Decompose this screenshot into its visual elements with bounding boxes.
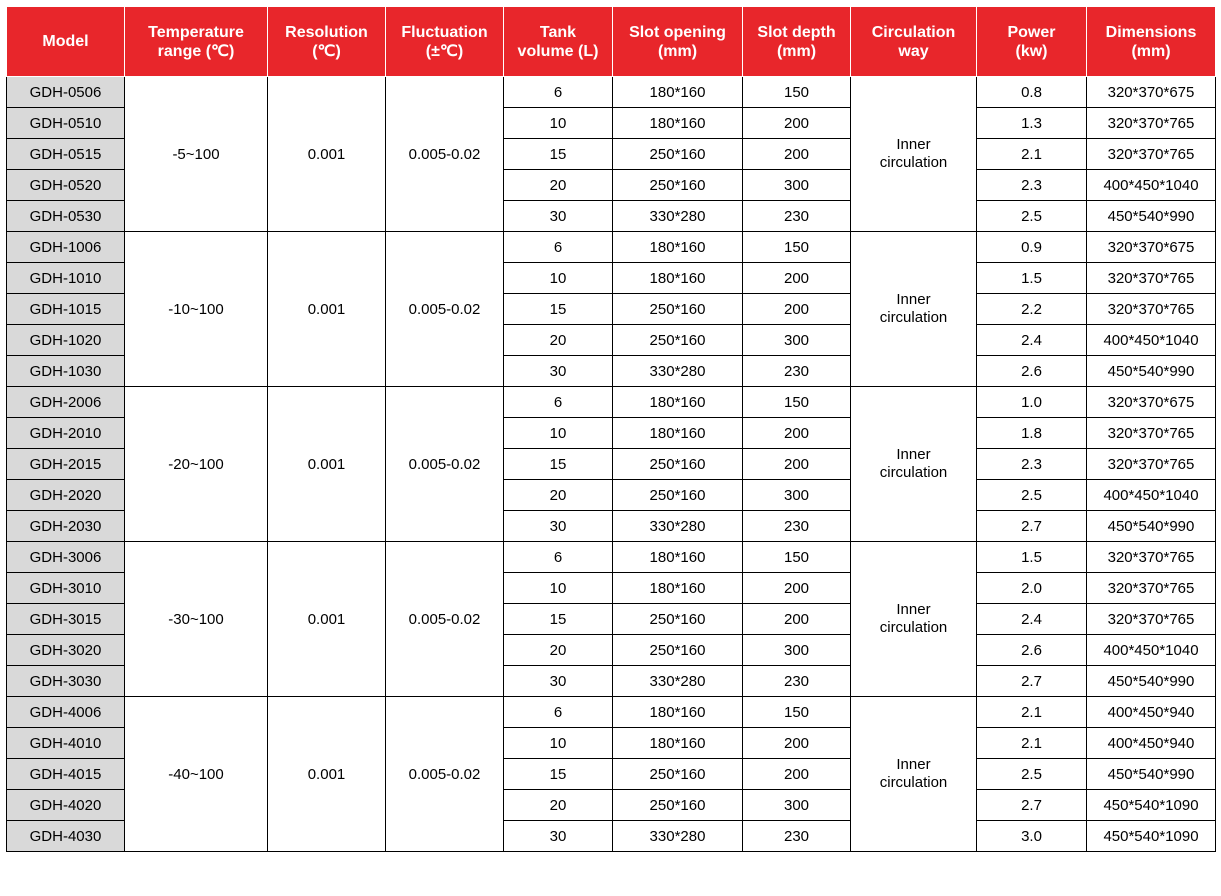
- slot-depth-cell: 200: [743, 573, 851, 604]
- resolution-cell: 0.001: [268, 77, 386, 232]
- slot-depth-cell: 200: [743, 139, 851, 170]
- header-line: Temperature: [148, 23, 244, 41]
- slot-opening-cell: 180*160: [613, 108, 743, 139]
- slot-opening-cell: 180*160: [613, 232, 743, 263]
- slot-opening-cell: 250*160: [613, 294, 743, 325]
- tank-volume-cell: 15: [504, 759, 613, 790]
- fluctuation-cell: 0.005-0.02: [386, 232, 504, 387]
- header-row: [7, 7, 1216, 77]
- slot-depth-cell: 200: [743, 108, 851, 139]
- slot-depth-cell: 200: [743, 449, 851, 480]
- slot-depth-cell: 300: [743, 480, 851, 511]
- power-cell: 2.4: [977, 604, 1087, 635]
- circulation-way-cell: [851, 697, 977, 852]
- model-cell: GDH-3010: [7, 573, 125, 604]
- tank-volume-cell: 6: [504, 77, 613, 108]
- model-cell: GDH-4030: [7, 821, 125, 852]
- dimensions-cell: 320*370*765: [1087, 263, 1216, 294]
- model-cell: GDH-1015: [7, 294, 125, 325]
- power-cell: 1.3: [977, 108, 1087, 139]
- slot-depth-cell: 230: [743, 511, 851, 542]
- header-line: volume (L): [517, 42, 599, 60]
- dimensions-cell: 450*540*990: [1087, 356, 1216, 387]
- resolution-cell: 0.001: [268, 697, 386, 852]
- tank-volume-cell: 6: [504, 232, 613, 263]
- tank-volume-cell: 30: [504, 821, 613, 852]
- power-cell: 0.9: [977, 232, 1087, 263]
- power-cell: 1.5: [977, 263, 1087, 294]
- slot-depth-cell: 230: [743, 821, 851, 852]
- header-tank-volume: [504, 7, 613, 77]
- dimensions-cell: 320*370*765: [1087, 573, 1216, 604]
- model-cell: GDH-3030: [7, 666, 125, 697]
- header-line: Power: [1007, 23, 1056, 41]
- circulation-line: circulation: [879, 464, 948, 481]
- slot-opening-cell: 180*160: [613, 728, 743, 759]
- dimensions-cell: 400*450*940: [1087, 697, 1216, 728]
- power-cell: 1.0: [977, 387, 1087, 418]
- circulation-way-cell: [851, 387, 977, 542]
- header-line: Circulation: [871, 23, 956, 41]
- header-line: (kw): [1015, 42, 1048, 60]
- model-cell: GDH-1006: [7, 232, 125, 263]
- tank-volume-cell: 10: [504, 728, 613, 759]
- slot-opening-cell: 250*160: [613, 635, 743, 666]
- model-cell: GDH-2030: [7, 511, 125, 542]
- tank-volume-cell: 20: [504, 480, 613, 511]
- slot-opening-cell: 250*160: [613, 325, 743, 356]
- circulation-way-cell: [851, 542, 977, 697]
- slot-depth-cell: 150: [743, 387, 851, 418]
- power-cell: 2.4: [977, 325, 1087, 356]
- slot-opening-cell: 250*160: [613, 449, 743, 480]
- dimensions-cell: 320*370*765: [1087, 542, 1216, 573]
- table-row: [7, 697, 1216, 728]
- power-cell: 0.8: [977, 77, 1087, 108]
- resolution-cell: 0.001: [268, 542, 386, 697]
- power-cell: 1.5: [977, 542, 1087, 573]
- slot-opening-cell: 180*160: [613, 263, 743, 294]
- slot-depth-cell: 300: [743, 325, 851, 356]
- power-cell: 2.5: [977, 759, 1087, 790]
- spec-body: [7, 77, 1216, 852]
- slot-depth-cell: 300: [743, 170, 851, 201]
- fluctuation-cell: 0.005-0.02: [386, 77, 504, 232]
- power-cell: 2.6: [977, 356, 1087, 387]
- slot-depth-cell: 200: [743, 604, 851, 635]
- temperature-range-cell: -5~100: [125, 77, 268, 232]
- model-cell: GDH-4006: [7, 697, 125, 728]
- model-cell: GDH-1020: [7, 325, 125, 356]
- tank-volume-cell: 30: [504, 201, 613, 232]
- header-line: (℃): [312, 42, 341, 60]
- slot-opening-cell: 180*160: [613, 573, 743, 604]
- resolution-cell: 0.001: [268, 232, 386, 387]
- model-cell: GDH-0520: [7, 170, 125, 201]
- temperature-range-cell: -10~100: [125, 232, 268, 387]
- circulation-line: Inner: [896, 756, 931, 773]
- slot-opening-cell: 180*160: [613, 387, 743, 418]
- model-cell: GDH-2010: [7, 418, 125, 449]
- tank-volume-cell: 6: [504, 387, 613, 418]
- circulation-line: Inner: [896, 291, 931, 308]
- slot-opening-cell: 180*160: [613, 697, 743, 728]
- header-model: [7, 7, 125, 77]
- header-line: Tank: [539, 23, 577, 41]
- slot-depth-cell: 230: [743, 201, 851, 232]
- dimensions-cell: 320*370*765: [1087, 294, 1216, 325]
- circulation-way-cell: [851, 77, 977, 232]
- dimensions-cell: 450*540*990: [1087, 201, 1216, 232]
- model-cell: GDH-3006: [7, 542, 125, 573]
- header-line: (mm): [657, 42, 698, 60]
- slot-depth-cell: 200: [743, 263, 851, 294]
- temperature-range-cell: -20~100: [125, 387, 268, 542]
- tank-volume-cell: 10: [504, 573, 613, 604]
- model-cell: GDH-4010: [7, 728, 125, 759]
- slot-opening-cell: 180*160: [613, 77, 743, 108]
- spec-table: [6, 6, 1216, 852]
- circulation-line: circulation: [879, 619, 948, 636]
- slot-opening-cell: 250*160: [613, 170, 743, 201]
- tank-volume-cell: 15: [504, 294, 613, 325]
- dimensions-cell: 450*540*990: [1087, 666, 1216, 697]
- model-cell: GDH-3015: [7, 604, 125, 635]
- model-cell: GDH-2006: [7, 387, 125, 418]
- model-cell: GDH-4015: [7, 759, 125, 790]
- power-cell: 2.6: [977, 635, 1087, 666]
- dimensions-cell: 400*450*1040: [1087, 170, 1216, 201]
- tank-volume-cell: 6: [504, 542, 613, 573]
- header-line: (±℃): [425, 42, 464, 60]
- slot-opening-cell: 330*280: [613, 511, 743, 542]
- resolution-cell: 0.001: [268, 387, 386, 542]
- model-cell: GDH-3020: [7, 635, 125, 666]
- slot-opening-cell: 250*160: [613, 604, 743, 635]
- slot-depth-cell: 150: [743, 697, 851, 728]
- header-line: (mm): [1131, 42, 1171, 60]
- power-cell: 2.1: [977, 139, 1087, 170]
- power-cell: 1.8: [977, 418, 1087, 449]
- power-cell: 2.5: [977, 201, 1087, 232]
- tank-volume-cell: 30: [504, 666, 613, 697]
- tank-volume-cell: 15: [504, 604, 613, 635]
- dimensions-cell: 320*370*675: [1087, 232, 1216, 263]
- model-cell: GDH-1010: [7, 263, 125, 294]
- tank-volume-cell: 30: [504, 511, 613, 542]
- slot-depth-cell: 150: [743, 542, 851, 573]
- slot-depth-cell: 200: [743, 294, 851, 325]
- dimensions-cell: 450*540*1090: [1087, 790, 1216, 821]
- header-line: Dimensions: [1105, 23, 1197, 41]
- slot-depth-cell: 200: [743, 418, 851, 449]
- power-cell: 2.3: [977, 449, 1087, 480]
- temperature-range-cell: -30~100: [125, 542, 268, 697]
- dimensions-cell: 450*540*990: [1087, 759, 1216, 790]
- dimensions-cell: 320*370*765: [1087, 139, 1216, 170]
- model-cell: GDH-4020: [7, 790, 125, 821]
- dimensions-cell: 320*370*765: [1087, 418, 1216, 449]
- power-cell: 2.7: [977, 666, 1087, 697]
- header-circulation-way: [851, 7, 977, 77]
- tank-volume-cell: 10: [504, 108, 613, 139]
- power-cell: 2.2: [977, 294, 1087, 325]
- dimensions-cell: 320*370*675: [1087, 77, 1216, 108]
- header-fluctuation: [386, 7, 504, 77]
- header-slot-depth: [743, 7, 851, 77]
- tank-volume-cell: 10: [504, 263, 613, 294]
- power-cell: 2.3: [977, 170, 1087, 201]
- circulation-line: Inner: [896, 446, 931, 463]
- dimensions-cell: 450*540*1090: [1087, 821, 1216, 852]
- header-resolution: [268, 7, 386, 77]
- tank-volume-cell: 15: [504, 139, 613, 170]
- circulation-line: Inner: [896, 136, 931, 153]
- header-line: Resolution: [285, 23, 368, 41]
- table-row: [7, 232, 1216, 263]
- header-line: Fluctuation: [401, 23, 488, 41]
- dimensions-cell: 320*370*765: [1087, 604, 1216, 635]
- dimensions-cell: 400*450*940: [1087, 728, 1216, 759]
- model-cell: GDH-0510: [7, 108, 125, 139]
- power-cell: 2.7: [977, 790, 1087, 821]
- slot-depth-cell: 230: [743, 356, 851, 387]
- slot-opening-cell: 330*280: [613, 666, 743, 697]
- circulation-line: Inner: [896, 601, 931, 618]
- power-cell: 2.0: [977, 573, 1087, 604]
- slot-opening-cell: 180*160: [613, 418, 743, 449]
- power-cell: 2.1: [977, 697, 1087, 728]
- header-line: (mm): [776, 42, 817, 60]
- header-line: way: [898, 42, 929, 60]
- slot-opening-cell: 250*160: [613, 759, 743, 790]
- tank-volume-cell: 15: [504, 449, 613, 480]
- model-cell: GDH-0515: [7, 139, 125, 170]
- dimensions-cell: 400*450*1040: [1087, 480, 1216, 511]
- header-line: range (℃): [157, 42, 235, 60]
- header-line: Slot opening: [629, 23, 726, 41]
- dimensions-cell: 320*370*765: [1087, 449, 1216, 480]
- header-dimensions: [1087, 7, 1216, 77]
- dimensions-cell: 400*450*1040: [1087, 325, 1216, 356]
- slot-opening-cell: 330*280: [613, 821, 743, 852]
- dimensions-cell: 400*450*1040: [1087, 635, 1216, 666]
- circulation-line: circulation: [879, 154, 948, 171]
- slot-opening-cell: 250*160: [613, 790, 743, 821]
- power-cell: 2.7: [977, 511, 1087, 542]
- header-line: Slot depth: [757, 23, 836, 41]
- fluctuation-cell: 0.005-0.02: [386, 387, 504, 542]
- table-row: [7, 387, 1216, 418]
- slot-opening-cell: 180*160: [613, 542, 743, 573]
- slot-depth-cell: 150: [743, 232, 851, 263]
- dimensions-cell: 320*370*675: [1087, 387, 1216, 418]
- slot-depth-cell: 300: [743, 635, 851, 666]
- tank-volume-cell: 20: [504, 170, 613, 201]
- fluctuation-cell: 0.005-0.02: [386, 697, 504, 852]
- model-cell: GDH-2015: [7, 449, 125, 480]
- tank-volume-cell: 20: [504, 635, 613, 666]
- model-cell: GDH-2020: [7, 480, 125, 511]
- header-power: [977, 7, 1087, 77]
- tank-volume-cell: 20: [504, 325, 613, 356]
- slot-depth-cell: 150: [743, 77, 851, 108]
- model-cell: GDH-1030: [7, 356, 125, 387]
- power-cell: 2.1: [977, 728, 1087, 759]
- dimensions-cell: 320*370*765: [1087, 108, 1216, 139]
- slot-opening-cell: 250*160: [613, 480, 743, 511]
- slot-depth-cell: 200: [743, 759, 851, 790]
- slot-opening-cell: 330*280: [613, 201, 743, 232]
- slot-depth-cell: 230: [743, 666, 851, 697]
- tank-volume-cell: 20: [504, 790, 613, 821]
- tank-volume-cell: 30: [504, 356, 613, 387]
- dimensions-cell: 450*540*990: [1087, 511, 1216, 542]
- power-cell: 2.5: [977, 480, 1087, 511]
- tank-volume-cell: 10: [504, 418, 613, 449]
- model-cell: GDH-0506: [7, 77, 125, 108]
- slot-depth-cell: 300: [743, 790, 851, 821]
- slot-depth-cell: 200: [743, 728, 851, 759]
- circulation-line: circulation: [879, 774, 948, 791]
- circulation-way-cell: [851, 232, 977, 387]
- tank-volume-cell: 6: [504, 697, 613, 728]
- temperature-range-cell: -40~100: [125, 697, 268, 852]
- table-row: [7, 77, 1216, 108]
- slot-opening-cell: 330*280: [613, 356, 743, 387]
- slot-opening-cell: 250*160: [613, 139, 743, 170]
- model-cell: GDH-0530: [7, 201, 125, 232]
- fluctuation-cell: 0.005-0.02: [386, 542, 504, 697]
- header-slot-opening: [613, 7, 743, 77]
- circulation-line: circulation: [879, 309, 948, 326]
- table-row: [7, 542, 1216, 573]
- power-cell: 3.0: [977, 821, 1087, 852]
- header-line: Model: [42, 33, 89, 50]
- header-temperature-range: [125, 7, 268, 77]
